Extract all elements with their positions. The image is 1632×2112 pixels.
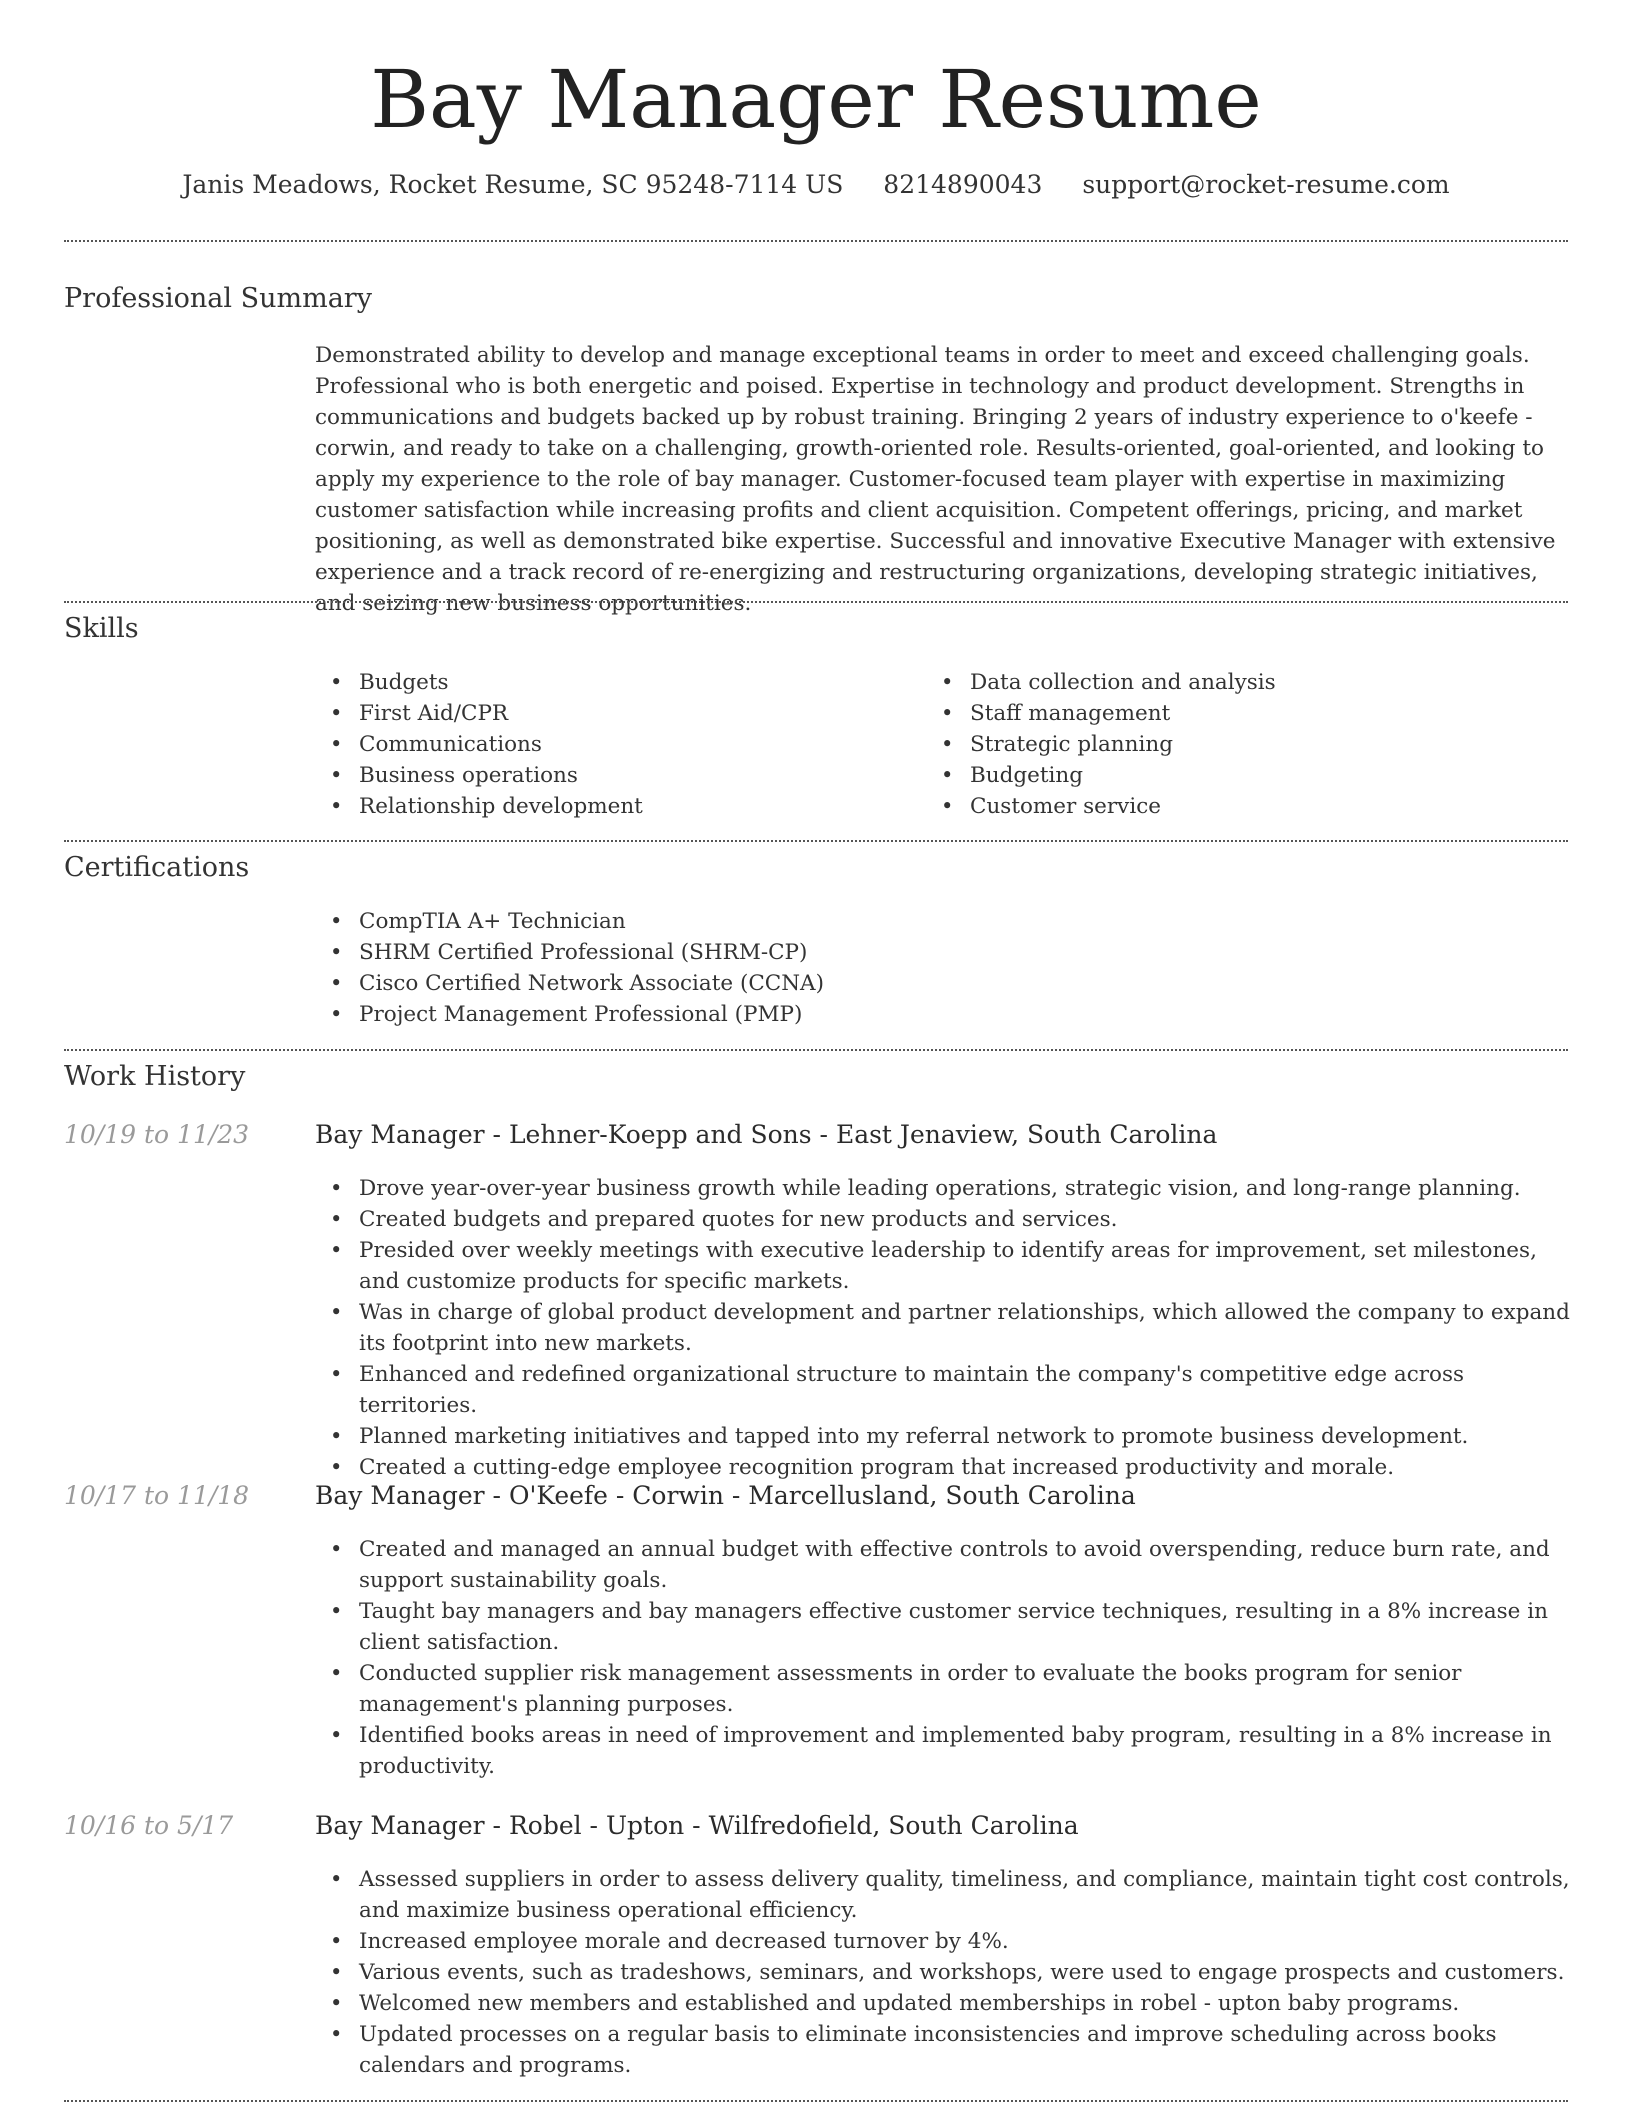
job-bullet: • Planned marketing initiatives and tapped into my referral network to promote business development. [315, 1421, 1571, 1452]
skills-heading: Skills [64, 613, 139, 644]
job-bullet: • Assessed suppliers in order to assess delivery quality, timeliness, and compliance, maintain tight cost controls, and maximize business operational efficiency. [315, 1864, 1571, 1926]
certification-item: • Project Management Professional (PMP) [315, 999, 1515, 1030]
job-bullet: • Created and managed an annual budget with effective controls to avoid overspending, reduce burn rate, and support sustainability goals. [315, 1534, 1571, 1596]
contact-email: support@rocket-resume.com [1082, 170, 1450, 199]
certifications-heading: Certifications [64, 852, 250, 883]
job-bullet: • Identified books areas in need of improvement and implemented baby program, resulting in a 8% increase in productivity. [315, 1720, 1571, 1782]
job-dates: 10/16 to 5/17 [64, 1811, 234, 1840]
job-bullet: • Enhanced and redefined organizational structure to maintain the company's competitive edge across territories. [315, 1359, 1571, 1421]
job-dates: 10/17 to 11/18 [64, 1481, 250, 1510]
job-bullet: • Conducted supplier risk management assessments in order to evaluate the books program for senior management's planning purposes. [315, 1658, 1571, 1720]
skill-item: • Data collection and analysis [926, 667, 1526, 698]
contact-address: Janis Meadows, Rocket Resume, SC 95248-7114 US [182, 170, 844, 199]
job-bullet: • Updated processes on a regular basis to eliminate inconsistencies and improve scheduling across books calendars and programs. [315, 2019, 1571, 2081]
skill-item: • Customer service [926, 791, 1526, 822]
skills-list-right [926, 667, 1526, 822]
job-bullets [315, 1173, 1571, 1483]
section-divider [64, 2100, 1568, 2102]
certification-item: • SHRM Certified Professional (SHRM-CP) [315, 937, 1515, 968]
section-divider [64, 840, 1568, 842]
job-bullets [315, 1534, 1571, 1782]
section-divider [64, 601, 1568, 603]
skill-item: • Budgeting [926, 760, 1526, 791]
summary-heading: Professional Summary [64, 283, 372, 314]
job-bullet: • Created budgets and prepared quotes for new products and services. [315, 1204, 1571, 1235]
skills-list-left [315, 667, 875, 822]
job-bullet: • Increased employee morale and decreased turnover by 4%. [315, 1926, 1571, 1957]
skill-item: • First Aid/CPR [315, 698, 875, 729]
job-dates: 10/19 to 11/23 [64, 1120, 250, 1149]
skill-item: • Communications [315, 729, 875, 760]
resume-title: Bay Manager Resume [370, 53, 1262, 146]
contact-line [0, 168, 1632, 202]
skill-item: • Business operations [315, 760, 875, 791]
section-divider [64, 240, 1568, 242]
job-title: Bay Manager - Robel - Upton - Wilfredofield, South Carolina [315, 1811, 1079, 1840]
skill-item: • Staff management [926, 698, 1526, 729]
job-bullet: • Drove year-over-year business growth while leading operations, strategic vision, and long-range planning. [315, 1173, 1571, 1204]
job-title: Bay Manager - O'Keefe - Corwin - Marcellusland, South Carolina [315, 1481, 1136, 1510]
job-bullet: • Various events, such as tradeshows, seminars, and workshops, were used to engage prospects and customers. [315, 1957, 1571, 1988]
job-bullet: • Was in charge of global product development and partner relationships, which allowed the company to expand its footprint into new markets. [315, 1297, 1571, 1359]
job-bullet: • Welcomed new members and established and updated memberships in robel - upton baby programs. [315, 1988, 1571, 2019]
work-history-heading: Work History [64, 1061, 246, 1092]
skill-item: • Budgets [315, 667, 875, 698]
certification-item: • CompTIA A+ Technician [315, 906, 1515, 937]
job-bullets [315, 1864, 1571, 2081]
job-bullet: • Presided over weekly meetings with executive leadership to identify areas for improvement, set milestones, and customize products for specific markets. [315, 1235, 1571, 1297]
contact-phone: 8214890043 [883, 170, 1043, 199]
certifications-list [315, 906, 1515, 1030]
section-divider [64, 1049, 1568, 1051]
skill-item: • Relationship development [315, 791, 875, 822]
certification-item: • Cisco Certified Network Associate (CCNA) [315, 968, 1515, 999]
skill-item: • Strategic planning [926, 729, 1526, 760]
job-bullet: • Taught bay managers and bay managers effective customer service techniques, resulting in a 8% increase in client satisfaction. [315, 1596, 1571, 1658]
summary-text: Demonstrated ability to develop and manage exceptional teams in order to meet and exceed challenging goals. Professional who is both energetic and poised. Expertise in technology and product development. Strengths in communications and budgets backed up by robust training. Bringing 2 years of industry experience to o'keefe - corwin, and ready to take on a challenging, growth-oriented role. Results-oriented, goal-oriented, and looking to apply my experience to the role of bay manager. Customer-focused team player with expertise in maximizing customer satisfaction while increasing profits and client acquisition. Competent offerings, pricing, and market positioning, as well as demonstrated bike expertise. Successful and innovative Executive Manager with extensive experience and a track record of re-energizing and restructuring organizations, developing strategic initiatives, and seizing new business opportunities. [315, 343, 1556, 616]
job-title: Bay Manager - Lehner-Koepp and Sons - East Jenaview, South Carolina [315, 1120, 1218, 1149]
job-bullet: • Created a cutting-edge employee recognition program that increased productivity and morale. [315, 1452, 1571, 1483]
